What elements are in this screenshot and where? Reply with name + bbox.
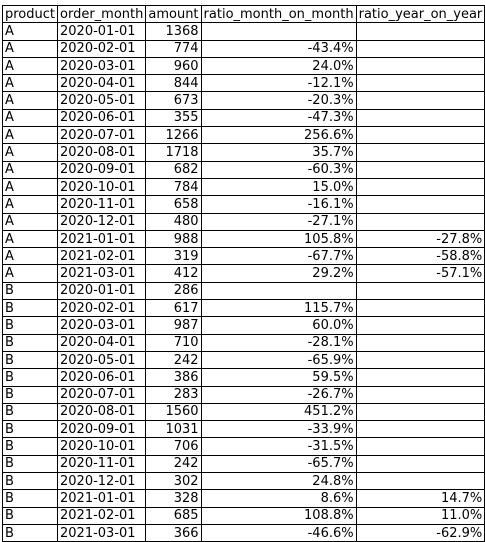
table-row: [3, 473, 485, 490]
cell-order-month[interactable]: 2020-01-01: [58, 23, 146, 40]
table-row: [3, 178, 485, 195]
cell-ratio-year-on-year[interactable]: [356, 282, 485, 299]
table-row: [3, 455, 485, 472]
cell-ratio-month-on-month[interactable]: -31.5%: [201, 438, 356, 455]
cell-ratio-year-on-year[interactable]: [356, 109, 485, 126]
cell-amount[interactable]: 706: [146, 438, 201, 455]
table-row: [3, 524, 485, 541]
cell-ratio-month-on-month[interactable]: -12.1%: [201, 75, 356, 92]
table-row: [3, 403, 485, 420]
cell-order-month[interactable]: 2020-11-01: [58, 196, 146, 213]
cell-amount[interactable]: 682: [146, 161, 201, 178]
table-row: [3, 109, 485, 126]
cell-ratio-year-on-year[interactable]: [356, 127, 485, 144]
cell-order-month[interactable]: 2020-11-01: [58, 455, 146, 472]
cell-product[interactable]: B: [3, 490, 58, 507]
cell-ratio-year-on-year[interactable]: [356, 57, 485, 74]
cell-amount[interactable]: 328: [146, 490, 201, 507]
cell-amount[interactable]: 242: [146, 455, 201, 472]
cell-order-month[interactable]: 2020-12-01: [58, 213, 146, 230]
cell-order-month[interactable]: 2020-06-01: [58, 109, 146, 126]
cell-ratio-month-on-month[interactable]: -27.1%: [201, 213, 356, 230]
cell-order-month[interactable]: 2020-10-01: [58, 438, 146, 455]
cell-ratio-year-on-year[interactable]: [356, 438, 485, 455]
cell-product[interactable]: B: [3, 421, 58, 438]
cell-order-month[interactable]: 2020-09-01: [58, 161, 146, 178]
header-order-month[interactable]: order_month: [58, 6, 146, 23]
cell-amount[interactable]: 1718: [146, 144, 201, 161]
cell-ratio-month-on-month[interactable]: 59.5%: [201, 369, 356, 386]
cell-ratio-month-on-month[interactable]: 8.6%: [201, 490, 356, 507]
table-row: [3, 351, 485, 368]
cell-order-month[interactable]: 2020-12-01: [58, 473, 146, 490]
table-row: [3, 161, 485, 178]
table-row: [3, 438, 485, 455]
table-body: [3, 23, 485, 542]
cell-ratio-year-on-year[interactable]: [356, 196, 485, 213]
cell-product[interactable]: A: [3, 248, 58, 265]
cell-ratio-year-on-year[interactable]: [356, 300, 485, 317]
cell-ratio-month-on-month[interactable]: -28.1%: [201, 334, 356, 351]
cell-amount[interactable]: 242: [146, 351, 201, 368]
cell-product[interactable]: A: [3, 40, 58, 57]
cell-ratio-month-on-month[interactable]: -43.4%: [201, 40, 356, 57]
cell-amount[interactable]: 386: [146, 369, 201, 386]
cell-product[interactable]: A: [3, 265, 58, 282]
table-row: [3, 57, 485, 74]
cell-ratio-year-on-year[interactable]: [356, 473, 485, 490]
cell-product[interactable]: B: [3, 334, 58, 351]
table-row: [3, 92, 485, 109]
cell-ratio-year-on-year[interactable]: [356, 421, 485, 438]
cell-order-month[interactable]: 2020-10-01: [58, 178, 146, 195]
cell-ratio-month-on-month[interactable]: 451.2%: [201, 403, 356, 420]
cell-ratio-month-on-month[interactable]: -16.1%: [201, 196, 356, 213]
cell-amount[interactable]: 1031: [146, 421, 201, 438]
cell-ratio-year-on-year[interactable]: -57.1%: [356, 265, 485, 282]
cell-ratio-month-on-month[interactable]: -65.9%: [201, 351, 356, 368]
cell-ratio-year-on-year[interactable]: [356, 92, 485, 109]
cell-order-month[interactable]: 2020-08-01: [58, 403, 146, 420]
cell-ratio-month-on-month[interactable]: -65.7%: [201, 455, 356, 472]
cell-product[interactable]: A: [3, 144, 58, 161]
cell-ratio-year-on-year[interactable]: [356, 40, 485, 57]
cell-order-month[interactable]: 2021-03-01: [58, 265, 146, 282]
table-row: [3, 127, 485, 144]
cell-product[interactable]: A: [3, 196, 58, 213]
table-row: [3, 369, 485, 386]
cell-ratio-month-on-month[interactable]: -20.3%: [201, 92, 356, 109]
header-product[interactable]: product: [3, 6, 58, 23]
cell-amount[interactable]: 283: [146, 386, 201, 403]
cell-order-month[interactable]: 2021-02-01: [58, 507, 146, 524]
table-row: [3, 490, 485, 507]
cell-order-month[interactable]: 2020-06-01: [58, 369, 146, 386]
cell-amount[interactable]: 844: [146, 75, 201, 92]
cell-ratio-year-on-year[interactable]: [356, 213, 485, 230]
cell-product[interactable]: B: [3, 300, 58, 317]
cell-order-month[interactable]: 2020-01-01: [58, 282, 146, 299]
table-row: [3, 213, 485, 230]
cell-order-month[interactable]: 2020-02-01: [58, 40, 146, 57]
table-row: [3, 386, 485, 403]
cell-order-month[interactable]: 2021-03-01: [58, 524, 146, 541]
cell-order-month[interactable]: 2020-04-01: [58, 75, 146, 92]
cell-order-month[interactable]: 2020-05-01: [58, 351, 146, 368]
cell-ratio-month-on-month[interactable]: -46.6%: [201, 524, 356, 541]
cell-amount[interactable]: 988: [146, 230, 201, 247]
cell-order-month[interactable]: 2020-05-01: [58, 92, 146, 109]
cell-order-month[interactable]: 2021-01-01: [58, 490, 146, 507]
cell-order-month[interactable]: 2020-03-01: [58, 57, 146, 74]
cell-product[interactable]: A: [3, 161, 58, 178]
cell-amount[interactable]: 784: [146, 178, 201, 195]
cell-amount[interactable]: 685: [146, 507, 201, 524]
cell-ratio-year-on-year[interactable]: [356, 75, 485, 92]
cell-amount[interactable]: 673: [146, 92, 201, 109]
cell-amount[interactable]: 658: [146, 196, 201, 213]
table-row: [3, 75, 485, 92]
header-ratio-month-on-month[interactable]: ratio_month_on_month: [201, 6, 356, 23]
cell-ratio-year-on-year[interactable]: [356, 178, 485, 195]
cell-ratio-year-on-year[interactable]: 11.0%: [356, 507, 485, 524]
cell-amount[interactable]: 774: [146, 40, 201, 57]
cell-amount[interactable]: 319: [146, 248, 201, 265]
cell-ratio-month-on-month[interactable]: 60.0%: [201, 317, 356, 334]
cell-ratio-month-on-month[interactable]: -47.3%: [201, 109, 356, 126]
cell-amount[interactable]: 366: [146, 524, 201, 541]
cell-product[interactable]: B: [3, 507, 58, 524]
table-row: [3, 265, 485, 282]
table-row: [3, 196, 485, 213]
header-row: [3, 6, 485, 23]
table-row: [3, 230, 485, 247]
table-row: [3, 248, 485, 265]
cell-ratio-year-on-year[interactable]: [356, 351, 485, 368]
cell-ratio-month-on-month[interactable]: -60.3%: [201, 161, 356, 178]
cell-ratio-month-on-month[interactable]: -33.9%: [201, 421, 356, 438]
cell-amount[interactable]: 617: [146, 300, 201, 317]
cell-product[interactable]: B: [3, 403, 58, 420]
cell-ratio-year-on-year[interactable]: [356, 161, 485, 178]
cell-order-month[interactable]: 2020-02-01: [58, 300, 146, 317]
cell-ratio-month-on-month[interactable]: [201, 282, 356, 299]
cell-amount[interactable]: 987: [146, 317, 201, 334]
cell-product[interactable]: A: [3, 57, 58, 74]
cell-ratio-year-on-year[interactable]: [356, 403, 485, 420]
cell-ratio-year-on-year[interactable]: [356, 334, 485, 351]
cell-ratio-year-on-year[interactable]: [356, 386, 485, 403]
cell-ratio-year-on-year[interactable]: -27.8%: [356, 230, 485, 247]
cell-ratio-year-on-year[interactable]: -62.9%: [356, 524, 485, 541]
cell-amount[interactable]: 1560: [146, 403, 201, 420]
table-row: [3, 40, 485, 57]
cell-product[interactable]: B: [3, 317, 58, 334]
table-row: [3, 23, 485, 40]
spreadsheet: [2, 5, 485, 542]
cell-ratio-year-on-year[interactable]: [356, 23, 485, 40]
cell-ratio-month-on-month[interactable]: 29.2%: [201, 265, 356, 282]
table-row: [3, 421, 485, 438]
table-row: [3, 317, 485, 334]
cell-ratio-month-on-month[interactable]: 24.8%: [201, 473, 356, 490]
cell-product[interactable]: B: [3, 369, 58, 386]
cell-ratio-month-on-month[interactable]: -26.7%: [201, 386, 356, 403]
cell-product[interactable]: A: [3, 23, 58, 40]
table-row: [3, 300, 485, 317]
cell-order-month[interactable]: 2020-04-01: [58, 334, 146, 351]
header-ratio-year-on-year[interactable]: ratio_year_on_year: [356, 6, 485, 23]
cell-ratio-year-on-year[interactable]: [356, 369, 485, 386]
cell-order-month[interactable]: 2020-09-01: [58, 421, 146, 438]
cell-amount[interactable]: 1266: [146, 127, 201, 144]
cell-product[interactable]: B: [3, 282, 58, 299]
cell-product[interactable]: B: [3, 438, 58, 455]
cell-product[interactable]: B: [3, 473, 58, 490]
cell-amount[interactable]: 710: [146, 334, 201, 351]
cell-amount[interactable]: 1368: [146, 23, 201, 40]
cell-ratio-month-on-month[interactable]: 35.7%: [201, 144, 356, 161]
cell-order-month[interactable]: 2021-02-01: [58, 248, 146, 265]
cell-product[interactable]: A: [3, 109, 58, 126]
cell-product[interactable]: B: [3, 455, 58, 472]
cell-product[interactable]: A: [3, 230, 58, 247]
cell-ratio-month-on-month[interactable]: 24.0%: [201, 57, 356, 74]
cell-ratio-month-on-month[interactable]: 256.6%: [201, 127, 356, 144]
table-row: [3, 334, 485, 351]
cell-ratio-month-on-month[interactable]: 108.8%: [201, 507, 356, 524]
header-amount[interactable]: amount: [146, 6, 201, 23]
cell-ratio-month-on-month[interactable]: 15.0%: [201, 178, 356, 195]
cell-ratio-year-on-year[interactable]: [356, 317, 485, 334]
cell-order-month[interactable]: 2020-07-01: [58, 127, 146, 144]
cell-order-month[interactable]: 2021-01-01: [58, 230, 146, 247]
cell-product[interactable]: A: [3, 75, 58, 92]
cell-ratio-year-on-year[interactable]: [356, 144, 485, 161]
data-table: [2, 5, 485, 542]
cell-product[interactable]: B: [3, 524, 58, 541]
table-row: [3, 282, 485, 299]
cell-product[interactable]: A: [3, 92, 58, 109]
cell-ratio-month-on-month[interactable]: [201, 23, 356, 40]
cell-product[interactable]: B: [3, 351, 58, 368]
table-row: [3, 144, 485, 161]
cell-ratio-year-on-year[interactable]: [356, 455, 485, 472]
cell-product[interactable]: A: [3, 178, 58, 195]
table-row: [3, 507, 485, 524]
cell-product[interactable]: A: [3, 213, 58, 230]
cell-order-month[interactable]: 2020-03-01: [58, 317, 146, 334]
cell-amount[interactable]: 960: [146, 57, 201, 74]
cell-ratio-month-on-month[interactable]: -67.7%: [201, 248, 356, 265]
cell-order-month[interactable]: 2020-08-01: [58, 144, 146, 161]
cell-amount[interactable]: 480: [146, 213, 201, 230]
cell-ratio-year-on-year[interactable]: 14.7%: [356, 490, 485, 507]
cell-amount[interactable]: 302: [146, 473, 201, 490]
cell-product[interactable]: A: [3, 127, 58, 144]
cell-ratio-month-on-month[interactable]: 105.8%: [201, 230, 356, 247]
cell-amount[interactable]: 355: [146, 109, 201, 126]
cell-amount[interactable]: 286: [146, 282, 201, 299]
cell-ratio-year-on-year[interactable]: -58.8%: [356, 248, 485, 265]
cell-order-month[interactable]: 2020-07-01: [58, 386, 146, 403]
cell-amount[interactable]: 412: [146, 265, 201, 282]
cell-ratio-month-on-month[interactable]: 115.7%: [201, 300, 356, 317]
cell-product[interactable]: B: [3, 386, 58, 403]
